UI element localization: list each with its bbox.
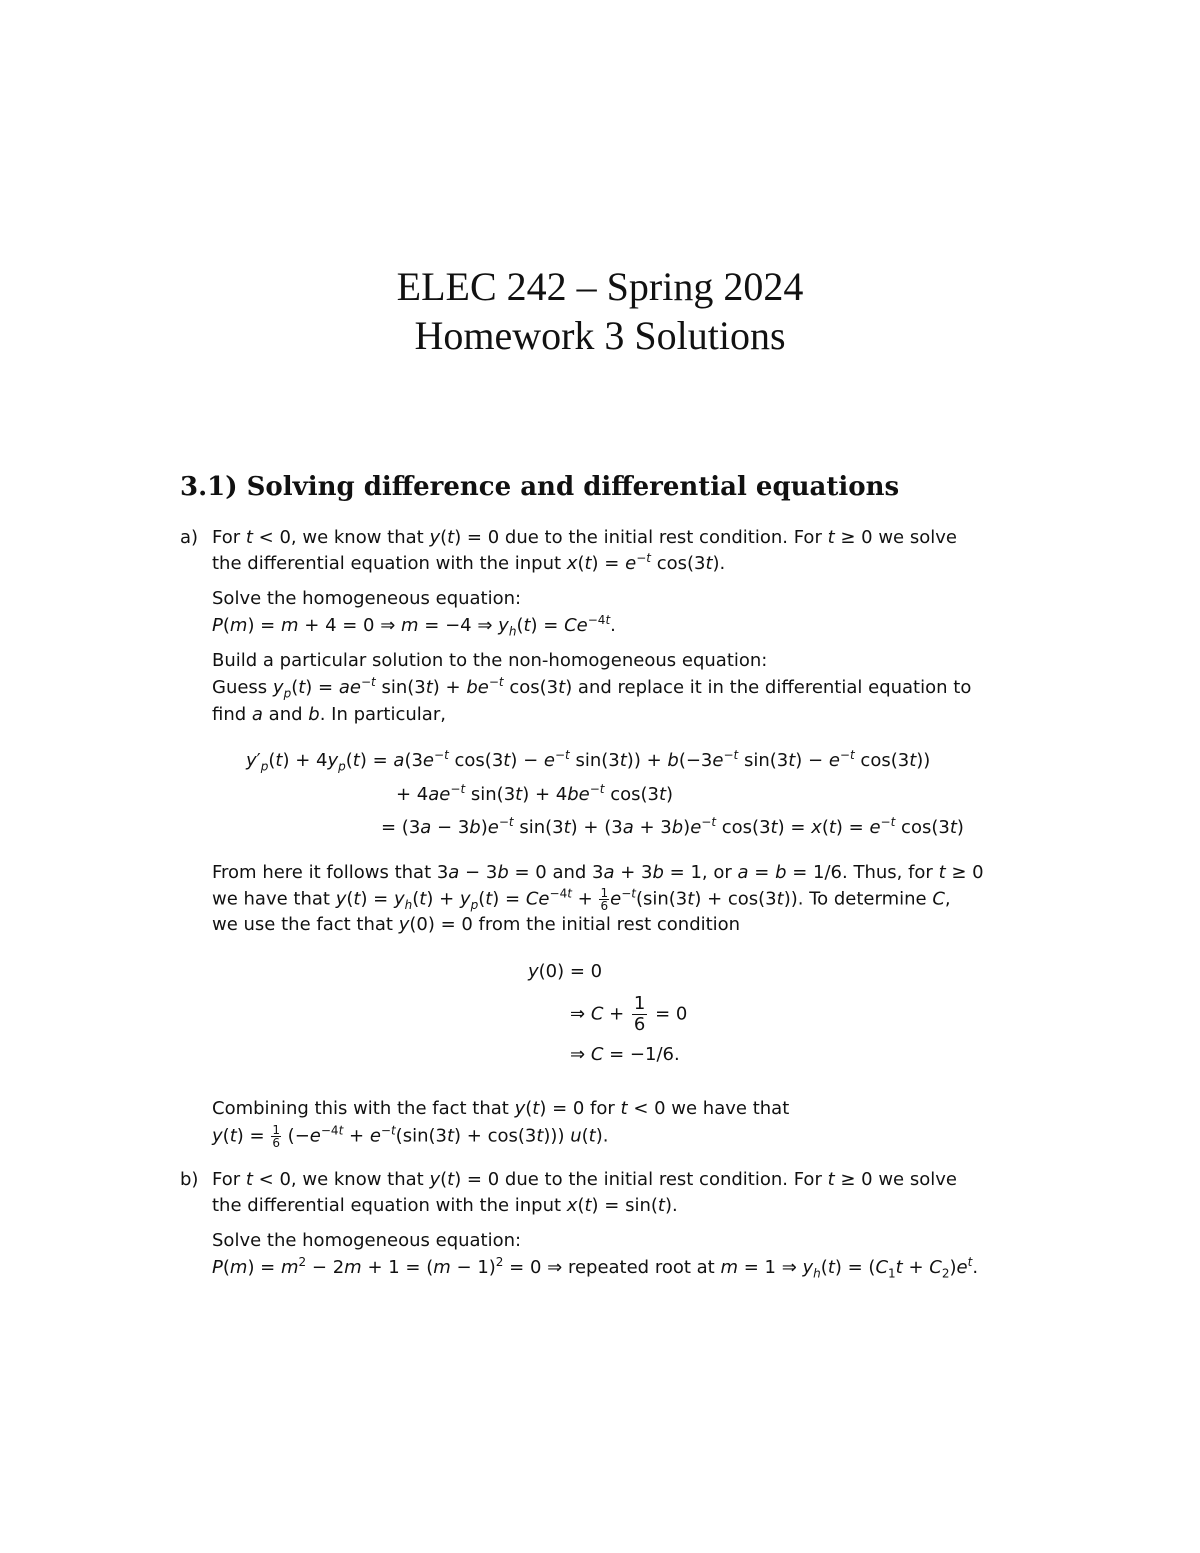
part-a-derivation-line-2: + $4ae^{-t}$ $\sin(3t) + 4be^{-t}$ cos(3t) — [396, 782, 674, 805]
part-b-label: b) — [180, 1169, 199, 1190]
part-a-initial-condition-line-2: ⇒ C + $\frac{1}{6}$ = 0 — [570, 993, 688, 1035]
part-a-intro-line-2: the differential equation with the input $x(t) = e^{-t}$ cos(3t). — [212, 551, 726, 574]
part-b-homog-heading: Solve the homogeneous equation: — [212, 1230, 522, 1251]
part-a-intro-line-1: For t < 0, we know that y(t) = 0 due to the initial rest condition. For t ≥ 0 we solve — [212, 527, 957, 548]
part-a-conclusion-line-3: we use the fact that y(0) = 0 from the initial rest condition — [212, 914, 741, 935]
part-a-particular-heading: Build a particular solution to the non-homogeneous equation: — [212, 650, 768, 671]
title-homework-line: Homework 3 Solutions — [414, 313, 786, 358]
title-course-line: ELEC 242 – Spring 2024 — [396, 264, 804, 309]
part-a-derivation-line-1: $y'_p(t) + 4y_p(t) = a(3e^{-t}$ $\cos(3t) - e^{-t}$ $\sin(3t)) + b(-3e^{-t}$ $\sin(3t) - e^{-t}$ cos(3t)) — [246, 748, 931, 774]
part-a-derivation-line-3: = $(3a - 3b)e^{-t}$ $\sin(3t) + (3a + 3b)e^{-t}$ $\cos(3t) = x(t) = e^{-t}$ cos(3t) — [381, 815, 964, 838]
document-title — [0, 262, 1200, 360]
part-b-homog-equation: $P(m) = m^2 - 2m + 1 = (m - 1)^2 = 0$ ⇒ repeated root at m = 1 ⇒ $y_h(t) = (C_1t + C_2)e^t$. — [212, 1255, 979, 1281]
section-heading: 3.1) Solving difference and differential equations — [180, 472, 900, 502]
part-a-initial-condition-line-1: y(0) = 0 — [528, 961, 603, 982]
part-a-label: a) — [180, 527, 199, 548]
part-a-guess-line-1: Guess $y_p(t) = ae^{-t}$ $\sin(3t) + be^{-t}$ cos(3t) and replace it in the differential equation to — [212, 675, 972, 701]
part-a-guess-line-2: find a and b. In particular, — [212, 704, 446, 725]
part-a-conclusion-line-1: From here it follows that 3a − 3b = 0 and 3a + 3b = 1, or a = b = 1/6. Thus, for t ≥ 0 — [212, 862, 984, 883]
part-a-homog-heading: Solve the homogeneous equation: — [212, 588, 522, 609]
part-b-intro-line-2: the differential equation with the input x(t) = sin(t). — [212, 1195, 678, 1216]
part-a-final-solution: y(t) = $\frac{1}{6}$ $(-e^{-4t} + e^{-t}(\sin(3t) + \cos(3t)))$ u(t). — [212, 1123, 609, 1150]
part-a-homog-equation: P(m) = m + 4 = 0 ⇒ m = −4 ⇒ $y_h(t) = Ce^{-4t}$. — [212, 613, 616, 639]
part-a-combine-line-1: Combining this with the fact that y(t) = 0 for t < 0 we have that — [212, 1098, 790, 1119]
part-a-conclusion-line-2: we have that $y(t) = y_h(t) + y_p(t) = Ce^{-4t}$ + $\frac{1}{6}$ $e^{-t}(\sin(3t) + \cos(3t))$. To determine C, — [212, 886, 951, 913]
part-a-initial-condition-line-3: ⇒ C = −1/6. — [570, 1044, 680, 1065]
part-b-intro-line-1: For t < 0, we know that y(t) = 0 due to the initial rest condition. For t ≥ 0 we solve — [212, 1169, 957, 1190]
